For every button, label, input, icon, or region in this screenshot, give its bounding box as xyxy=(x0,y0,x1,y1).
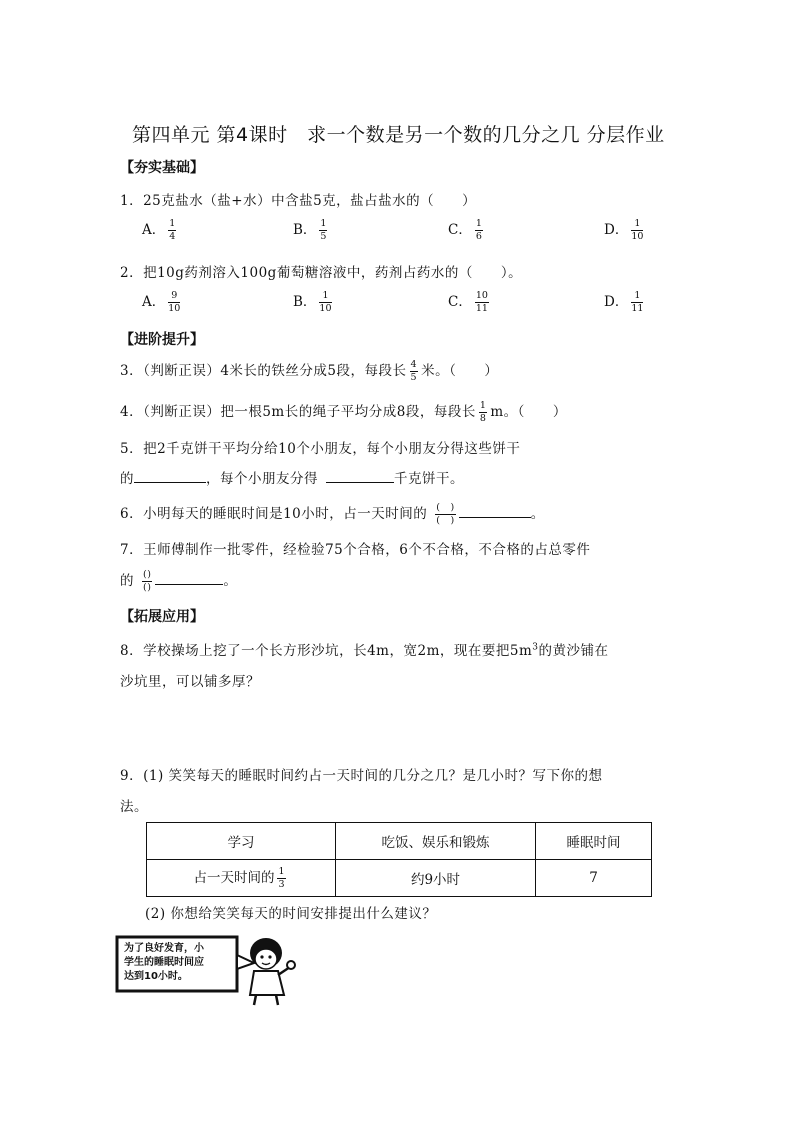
bubble-line: 学生的睡眠时间应 xyxy=(124,957,204,968)
fraction: $\frac{1}{10}$ xyxy=(319,290,332,314)
option-label: B． xyxy=(293,222,317,238)
table-cell: 约9小时 xyxy=(336,860,536,897)
table-header-row xyxy=(147,823,652,860)
question-8-line2: 沙坑里，可以铺多厚？ xyxy=(120,674,260,690)
superscript: 3 xyxy=(532,642,539,653)
fraction: $\frac{1}{6}$ xyxy=(475,218,482,242)
option-label: B． xyxy=(293,294,317,310)
q7-text: 的 xyxy=(120,573,134,589)
option-label: C． xyxy=(448,222,472,238)
section-extend: 【拓展应用】 xyxy=(120,609,204,625)
question-9-line2: 法。 xyxy=(120,799,148,815)
option-label: D． xyxy=(604,222,629,238)
q1-option-d xyxy=(604,218,646,242)
q6-tail: 。 xyxy=(530,506,545,522)
table-header-cell: 学习 xyxy=(147,823,336,860)
question-7-line2 xyxy=(120,569,237,593)
q1-option-c xyxy=(448,218,486,242)
q5-text-a: 的 xyxy=(120,471,134,487)
q4-text: 4．（判断正误）把一根5m长的绳子平均分成8段，每段长 xyxy=(120,404,476,420)
q7-tail: 。 xyxy=(223,573,238,589)
q4-tail: m。（ ） xyxy=(490,404,567,420)
fraction: $\frac{1}{4}$ xyxy=(169,218,176,242)
cell-text: 占一天时间的 xyxy=(193,870,275,886)
question-3 xyxy=(120,359,498,383)
q1-option-a xyxy=(142,218,179,242)
section-basic: 【夯实基础】 xyxy=(120,160,204,176)
cartoon-illustration xyxy=(114,933,304,1012)
option-label: C． xyxy=(448,294,472,310)
question-9-line1: 9．(1) 笑笑每天的睡眠时间约占一天时间的几分之几？是几小时？写下你的想 xyxy=(120,768,603,784)
fraction: $\frac{1}{8}$ xyxy=(479,400,487,424)
q8-text: 8．学校操场上挖了一个长方形沙坑，长4m，宽2m，现在要把5m xyxy=(120,643,533,659)
page-title: 第四单元 第4课时 求一个数是另一个数的几分之几 分层作业 xyxy=(132,124,665,146)
question-6 xyxy=(120,502,545,526)
answer-blank[interactable] xyxy=(326,468,394,483)
bubble-line: 为了良好发育，小 xyxy=(124,943,204,954)
q3-tail: 米。（ ） xyxy=(421,363,499,379)
q2-option-d xyxy=(604,290,646,314)
fraction-blank[interactable]: $\frac{()}{()}$ xyxy=(143,569,152,593)
fraction: $\frac{4}{5}$ xyxy=(410,359,418,383)
table-header-cell: 睡眠时间 xyxy=(536,823,652,860)
answer-blank[interactable] xyxy=(459,503,531,518)
q1-option-b xyxy=(293,218,330,242)
answer-blank[interactable] xyxy=(155,570,223,585)
table-cell xyxy=(147,860,336,897)
q2-option-c xyxy=(448,290,492,314)
fraction: $\frac{1}{10}$ xyxy=(631,218,644,242)
question-8-line1 xyxy=(120,639,609,659)
fraction-blank[interactable]: $\frac{( )}{( )}$ xyxy=(436,502,455,526)
question-5-line2 xyxy=(120,467,464,487)
q5-text-b: ，每个小朋友分得 xyxy=(206,471,318,487)
table-header-cell: 吃饭、娱乐和锻炼 xyxy=(336,823,536,860)
option-label: D． xyxy=(604,294,629,310)
question-4 xyxy=(120,400,567,424)
section-advanced: 【进阶提升】 xyxy=(120,332,204,348)
fraction: $\frac{9}{10}$ xyxy=(168,290,181,314)
question-9-part2: (2) 你想给笑笑每天的时间安排提出什么建议？ xyxy=(145,906,437,922)
question-1: 1．25克盐水（盐+水）中含盐5克，盐占盐水的（ ） xyxy=(120,193,477,209)
q3-text: 3．（判断正误）4米长的铁丝分成5段，每段长 xyxy=(120,363,407,379)
option-label: A． xyxy=(142,294,166,310)
question-2: 2．把10g药剂溶入100g葡萄糖溶液中，药剂占药水的（ ）。 xyxy=(120,265,523,281)
q8-text-b: 的黄沙铺在 xyxy=(538,643,609,659)
q5-text-c: 千克饼干。 xyxy=(394,471,464,487)
fraction: $\frac{10}{11}$ xyxy=(475,290,488,314)
question-7-line1: 7．王师傅制作一批零件，经检验75个合格，6个不合格，不合格的占总零件 xyxy=(120,542,591,558)
bubble-line: 达到10小时。 xyxy=(124,971,188,982)
option-label: A． xyxy=(142,222,166,238)
q6-text: 6．小明每天的睡眠时间是10小时，占一天时间的 xyxy=(120,506,428,522)
q2-option-a xyxy=(142,290,183,314)
fraction: $\frac{1}{11}$ xyxy=(631,290,644,314)
table-cell: 7 xyxy=(536,860,652,897)
fraction: $\frac{1}{5}$ xyxy=(320,218,327,242)
schedule-table xyxy=(146,822,652,897)
answer-blank[interactable] xyxy=(134,468,206,483)
fraction: $\frac{1}{3}$ xyxy=(278,866,285,890)
table-row xyxy=(147,860,652,897)
question-5-line1: 5．把2千克饼干平均分给10个小朋友，每个小朋友分得这些饼干 xyxy=(120,441,521,457)
q2-option-b xyxy=(293,290,335,314)
